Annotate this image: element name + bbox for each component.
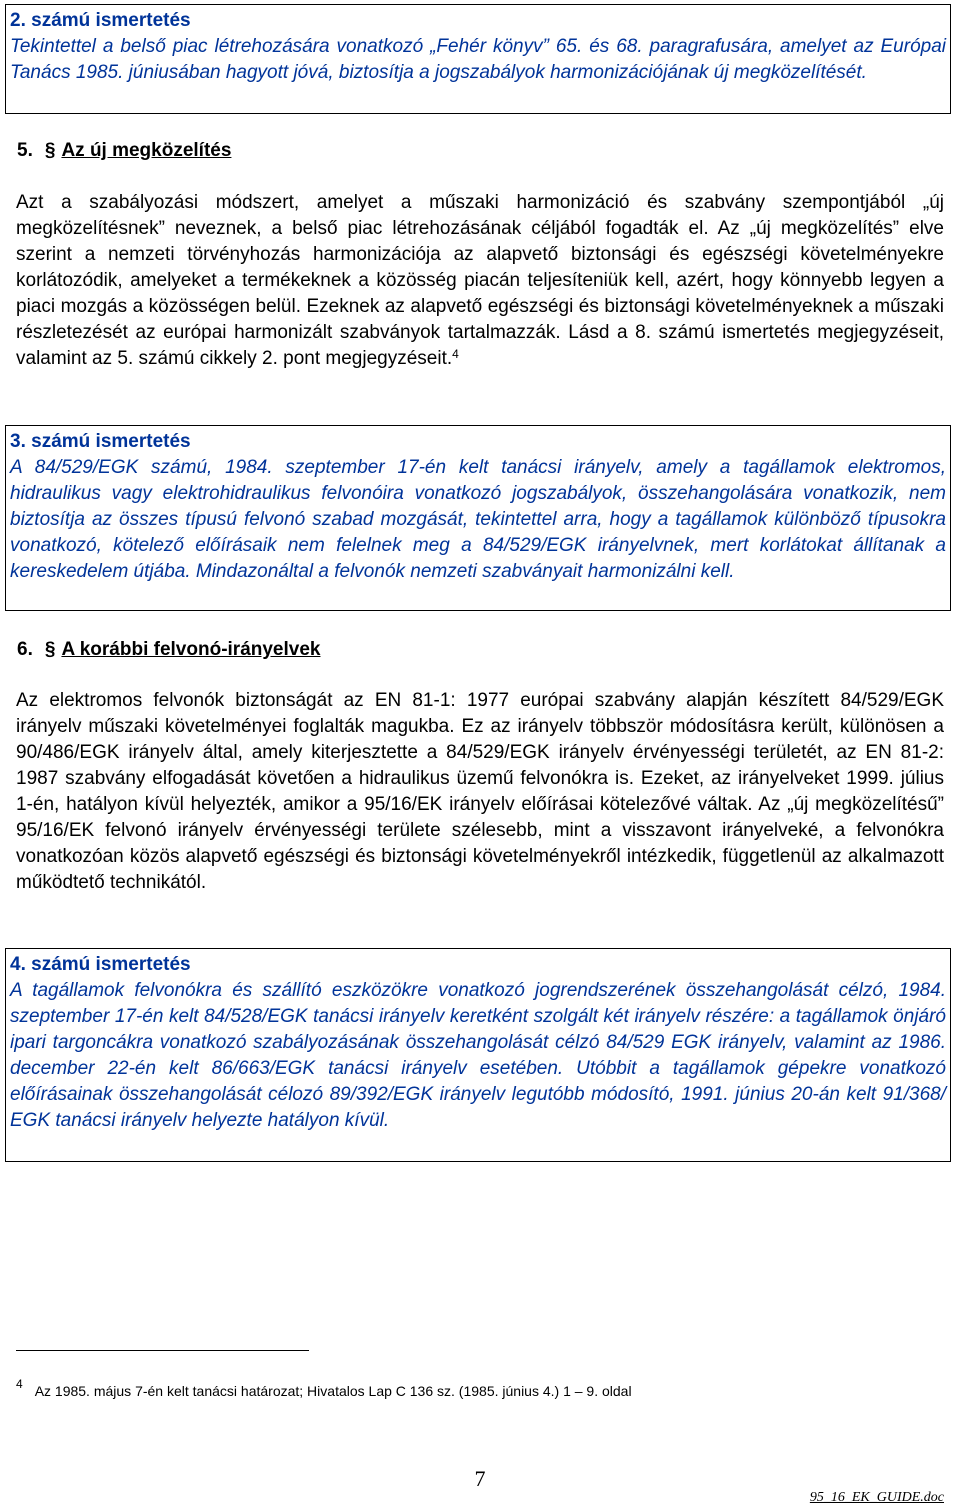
footnote-mark: 4 xyxy=(16,1377,23,1391)
section-5-heading xyxy=(17,138,231,164)
info-box-3-title: 3. számú ismertetés xyxy=(10,431,191,452)
section-6-title: A korábbi felvonó-irányelvek xyxy=(61,639,321,660)
info-box-2-body: Tekintettel a belső piac létrehozására vonatkozó „Fehér könyv” 65. és 68. paragrafusára, amelyet az Európai Tanács 1985. júniusában hagyott jóvá, biztosítja a jogszabályok harmonizációjának új megközelítését. xyxy=(10,36,946,83)
info-box-3 xyxy=(5,425,951,611)
section-6-heading xyxy=(17,637,320,663)
section-6-mark: § xyxy=(44,639,56,660)
info-box-4 xyxy=(5,948,951,1162)
section-5-title: Az új megközelítés xyxy=(61,140,232,161)
info-box-2-title: 2. számú ismertetés xyxy=(10,10,191,31)
footnote-ref: 4 xyxy=(452,347,459,361)
section-5-mark: § xyxy=(44,140,56,161)
info-box-2 xyxy=(5,4,951,114)
info-box-4-body: A tagállamok felvonókra és szállító eszközökre vonatkozó jogrendszerének összehangolását célzó, 1984. szeptember 17-én kelt 84/528/EGK tanácsi irányelv keretként szolgált két irányelv részére: a tagállamok önjáró ipari targoncákra vonatkozó szabályozásának összehangolását célzó 84/529 EGK irányelv, valamint az 1986. december 22-én kelt 86/663/EGK tanácsi irányelv esetében. Utóbbit a tagállamok gépekre vonatkozó előírásainak összehangolását célozó 89/392/EGK irányelv legutóbb módosító, 1991. június 20-án kelt 91/368/ EGK tanácsi irányelv helyezte hatályon kívül. xyxy=(10,980,946,1131)
page-number: 7 xyxy=(474,1466,486,1491)
section-6-number: 6. xyxy=(17,639,33,660)
section-5-text: Azt a szabályozási módszert, amelyet a műszaki harmonizáció és szabvány szempontjából „új megközelítésnek” neveznek, a belső piac létrehozásának céljából fogadták el. Az „új megközelítés” elve szerint a nemzeti törvényhozás harmonizációja az alapvető biztonsági és egészségi követelményekre korlátozódik, amelyeket a termékeknek a közösség piacán teljesíteniük kell, azért, hogy könnyebb legyen a piaci mozgás a közösségen belül. Ezeknek az alapvető egészségi és biztonsági követelményeknek a műszaki részletezését az európai harmonizált szabványok tartalmazzák. Lásd a 8. számú ismertetés megjegyzéseit, valamint az 5. számú cikkely 2. pont megjegyzéseit. xyxy=(16,192,944,369)
section-5-paragraph xyxy=(16,190,944,372)
section-5-number: 5. xyxy=(17,140,33,161)
info-box-3-body: A 84/529/EGK számú, 1984. szeptember 17-én kelt tanácsi irányelv, amely a tagállamok elektromos, hidraulikus vagy elektrohidraulikus felvonóira vonatkozó jogszabályok, összehangolására vonatkozik, nem biztosítja az összes típusú felvonó szabad mozgását, tekintettel arra, hogy a tagállamok különböző típusokra vonatkozó, kötelező előírásaik nem felelnek meg a 84/529/EGK irányelvnek, mert korlátokat állítanak a kereskedelem útjába. Mindazonáltal a felvonók nemzeti szabványait harmonizálni kell. xyxy=(10,457,946,582)
footnote-separator xyxy=(16,1350,309,1351)
section-6-paragraph: Az elektromos felvonók biztonságát az EN 81-1: 1977 európai szabvány alapján készített 84/529/EGK irányelv műszaki követelményei foglalták magukba. Ez az irányelv többször módosításra került, különösen a 90/486/EGK irányelv által, amely kiterjesztette a 84/529/EGK irányelv érvényességi területét, az EN 81-2: 1987 szabvány elfogadását követően a hidraulikus üzemű felvonókra is. Ezeket, az irányelveket 1999. július 1-én, hatályon kívül helyezték, amikor a 95/16/EK irányelv előírásai kötelezővé váltak. Az „új megközelítésű” 95/16/EK felvonó irányelv érvényességi területe szélesebb, mint a visszavont irányelveké, a felvonókra vonatkozóan közös alapvető egészségi és biztonsági követelményekről intézkedik, függetlenül az alkalmazott működtető technikától. xyxy=(16,690,944,893)
file-name: 95_16_EK_GUIDE.doc xyxy=(809,1490,944,1505)
footnote-text: Az 1985. május 7-én kelt tanácsi határozat; Hivatalos Lap C 136 sz. (1985. június 4.) 1 – 9. oldal xyxy=(34,1383,632,1399)
info-box-4-title: 4. számú ismertetés xyxy=(10,954,191,975)
footnote xyxy=(16,1377,936,1401)
